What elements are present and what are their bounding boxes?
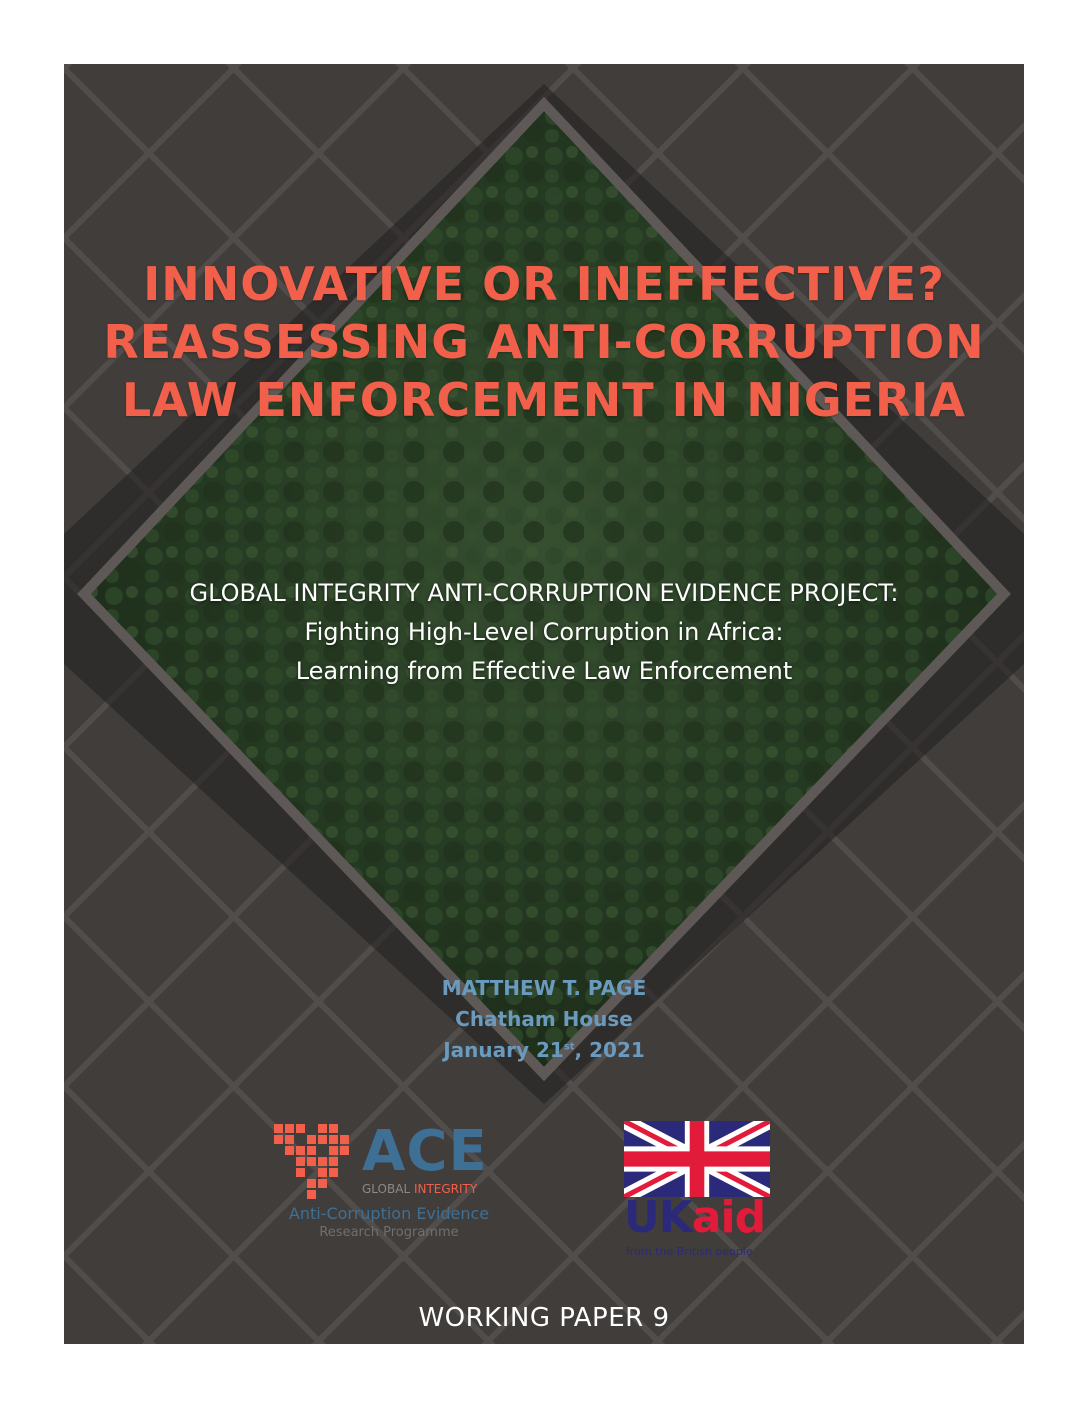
title-line: LAW ENFORCEMENT IN NIGERIA bbox=[121, 373, 967, 427]
author-name: MATTHEW T. PAGE bbox=[441, 976, 647, 1000]
union-jack-icon bbox=[624, 1121, 770, 1197]
project-subtitle: Fighting High-Level Corruption in Africa: bbox=[304, 618, 784, 646]
project-block bbox=[64, 574, 1024, 691]
ace-logo bbox=[274, 1119, 504, 1249]
ukaid-tagline: from the British people bbox=[626, 1245, 753, 1258]
cover-page bbox=[64, 64, 1024, 1344]
ace-africa-icon bbox=[274, 1124, 354, 1206]
report-title bbox=[64, 255, 1024, 429]
author-affiliation: Chatham House bbox=[455, 1007, 633, 1031]
title-line: INNOVATIVE OR INEFFECTIVE? bbox=[143, 257, 945, 311]
ace-org-name: GLOBAL INTEGRITY bbox=[362, 1182, 478, 1196]
project-subtitle: Learning from Effective Law Enforcement bbox=[295, 657, 793, 685]
author-block bbox=[64, 973, 1024, 1066]
publication-date: January 21st, 2021 bbox=[443, 1038, 645, 1062]
ukaid-wordmark: UKaid bbox=[624, 1192, 766, 1243]
ace-tagline-secondary: Research Programme bbox=[319, 1225, 459, 1240]
ukaid-logo bbox=[624, 1121, 774, 1271]
ace-tagline: Anti-Corruption Evidence bbox=[288, 1204, 490, 1223]
ace-wordmark: ACE bbox=[362, 1119, 488, 1184]
title-line: REASSESSING ANTI-CORRUPTION bbox=[103, 315, 985, 369]
project-heading: GLOBAL INTEGRITY ANTI-CORRUPTION EVIDENCE PROJECT: bbox=[189, 579, 899, 607]
working-paper-label: WORKING PAPER 9 bbox=[418, 1303, 670, 1333]
